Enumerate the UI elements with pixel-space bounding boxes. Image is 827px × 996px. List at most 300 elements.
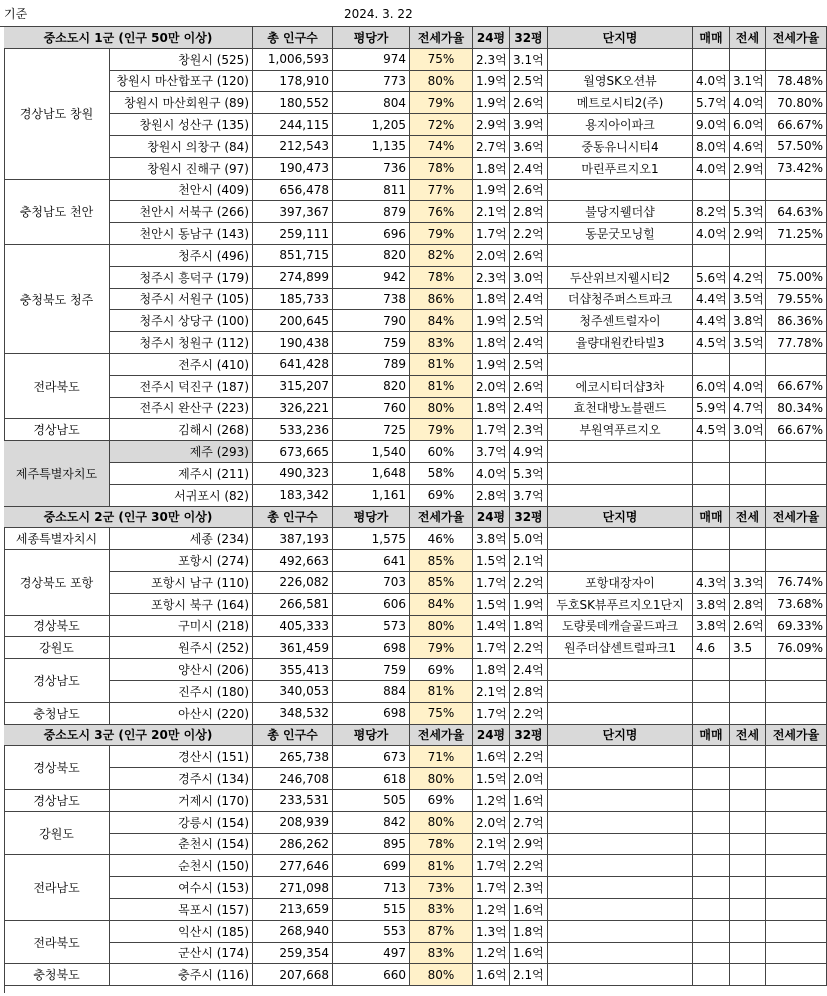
- column-header: 매매: [693, 725, 730, 747]
- price-32py-cell: 1.8억: [510, 921, 548, 943]
- price-32py-cell: 1.6억: [510, 943, 548, 965]
- price-24py-cell: 1.2억: [473, 790, 510, 812]
- complex-jeonse-rate-cell: [766, 354, 827, 376]
- price-per-pyeong-cell: 618: [333, 768, 410, 790]
- complex-name-cell: [548, 49, 693, 71]
- complex-jeonse-rate-cell: 66.67%: [766, 376, 827, 398]
- population-cell: 259,111: [253, 223, 333, 245]
- price-per-pyeong-cell: 1,205: [333, 114, 410, 136]
- population-cell: 315,207: [253, 376, 333, 398]
- price-24py-cell: 1.7억: [473, 703, 510, 725]
- complex-jeonse-rate-cell: 64.63%: [766, 201, 827, 223]
- complex-jeonse-rate-cell: [766, 768, 827, 790]
- price-32py-cell: 3.9억: [510, 114, 548, 136]
- price-per-pyeong-cell: 698: [333, 637, 410, 659]
- price-24py-cell: 2.3억: [473, 49, 510, 71]
- price-24py-cell: 1.4억: [473, 616, 510, 638]
- jeonse-rate-cell: 69%: [410, 659, 473, 681]
- jeonse-rate-cell: 85%: [410, 572, 473, 594]
- city-cell: 경산시 (151): [110, 746, 253, 768]
- city-cell: 창원시 마산회원구 (89): [110, 92, 253, 114]
- sale-price-cell: [693, 354, 730, 376]
- region-cell: 전라북도: [4, 921, 110, 965]
- complex-jeonse-rate-cell: [766, 790, 827, 812]
- sale-price-cell: [693, 245, 730, 267]
- price-per-pyeong-cell: 573: [333, 616, 410, 638]
- price-32py-cell: 2.4억: [510, 332, 548, 354]
- population-cell: 226,082: [253, 572, 333, 594]
- price-32py-cell: 2.2억: [510, 746, 548, 768]
- column-header: 전세가율: [766, 507, 827, 529]
- price-24py-cell: 1.3억: [473, 921, 510, 943]
- price-32py-cell: 2.3억: [510, 419, 548, 441]
- complex-name-cell: [548, 681, 693, 703]
- jeonse-price-cell: 5.3억: [730, 201, 766, 223]
- sale-price-cell: 8.2억: [693, 201, 730, 223]
- sale-price-cell: 5.7억: [693, 92, 730, 114]
- complex-name-cell: 도량롯데캐슬골드파크: [548, 616, 693, 638]
- jeonse-price-cell: 4.0억: [730, 376, 766, 398]
- complex-jeonse-rate-cell: 69.33%: [766, 616, 827, 638]
- price-per-pyeong-cell: 699: [333, 855, 410, 877]
- price-per-pyeong-cell: 703: [333, 572, 410, 594]
- jeonse-price-cell: 3.8억: [730, 310, 766, 332]
- population-cell: 212,543: [253, 136, 333, 158]
- price-24py-cell: 2.8억: [473, 485, 510, 507]
- jeonse-price-cell: [730, 790, 766, 812]
- complex-jeonse-rate-cell: [766, 681, 827, 703]
- complex-name-cell: [548, 877, 693, 899]
- price-32py-cell: 2.2억: [510, 637, 548, 659]
- complex-name-cell: [548, 768, 693, 790]
- complex-jeonse-rate-cell: [766, 180, 827, 202]
- price-per-pyeong-cell: 1,575: [333, 528, 410, 550]
- price-24py-cell: 1.5억: [473, 594, 510, 616]
- jeonse-price-cell: [730, 964, 766, 986]
- sale-price-cell: [693, 812, 730, 834]
- price-32py-cell: 1.6억: [510, 899, 548, 921]
- population-cell: 185,733: [253, 289, 333, 311]
- jeonse-rate-cell: 69%: [410, 485, 473, 507]
- complex-name-cell: 동문굿모닝힐: [548, 223, 693, 245]
- jeonse-price-cell: 4.6억: [730, 136, 766, 158]
- price-32py-cell: 3.1억: [510, 49, 548, 71]
- column-header: 전세: [730, 507, 766, 529]
- column-header: 24평: [473, 507, 510, 529]
- jeonse-rate-cell: 71%: [410, 746, 473, 768]
- population-cell: 274,899: [253, 267, 333, 289]
- price-32py-cell: 2.4억: [510, 158, 548, 180]
- price-24py-cell: 1.9억: [473, 180, 510, 202]
- complex-jeonse-rate-cell: [766, 703, 827, 725]
- price-24py-cell: 1.9억: [473, 310, 510, 332]
- jeonse-price-cell: [730, 768, 766, 790]
- complex-jeonse-rate-cell: [766, 550, 827, 572]
- jeonse-rate-cell: 76%: [410, 201, 473, 223]
- region-cell: 제주특별자치도: [4, 441, 110, 506]
- complex-name-cell: [548, 245, 693, 267]
- complex-jeonse-rate-cell: 80.34%: [766, 398, 827, 420]
- complex-jeonse-rate-cell: [766, 943, 827, 965]
- price-per-pyeong-cell: 820: [333, 245, 410, 267]
- price-24py-cell: 2.0억: [473, 812, 510, 834]
- price-32py-cell: 2.4억: [510, 289, 548, 311]
- city-cell: 창원시 마산합포구 (120): [110, 71, 253, 93]
- population-cell: 533,236: [253, 419, 333, 441]
- population-cell: 271,098: [253, 877, 333, 899]
- region-cell: 경상남도: [4, 659, 110, 703]
- complex-name-cell: 포항대장자이: [548, 572, 693, 594]
- complex-jeonse-rate-cell: 71.25%: [766, 223, 827, 245]
- column-header: 총 인구수: [253, 725, 333, 747]
- price-per-pyeong-cell: 820: [333, 376, 410, 398]
- population-cell: 656,478: [253, 180, 333, 202]
- price-32py-cell: 5.0억: [510, 528, 548, 550]
- city-cell: 창원시 의창구 (84): [110, 136, 253, 158]
- sale-price-cell: 8.0억: [693, 136, 730, 158]
- city-cell: 청주시 청원구 (112): [110, 332, 253, 354]
- complex-jeonse-rate-cell: 66.67%: [766, 114, 827, 136]
- city-cell: 목포시 (157): [110, 899, 253, 921]
- jeonse-price-cell: 6.0억: [730, 114, 766, 136]
- jeonse-rate-cell: 60%: [410, 441, 473, 463]
- sale-price-cell: 9.0억: [693, 114, 730, 136]
- sale-price-cell: 5.9억: [693, 398, 730, 420]
- price-per-pyeong-cell: 942: [333, 267, 410, 289]
- population-cell: 490,323: [253, 463, 333, 485]
- jeonse-rate-cell: 80%: [410, 812, 473, 834]
- price-24py-cell: 1.2억: [473, 943, 510, 965]
- price-32py-cell: 2.2억: [510, 855, 548, 877]
- complex-jeonse-rate-cell: 79.55%: [766, 289, 827, 311]
- price-32py-cell: 2.6억: [510, 245, 548, 267]
- region-cell: 세종특별자치시: [4, 528, 110, 550]
- city-cell: 김해시 (268): [110, 419, 253, 441]
- price-24py-cell: 2.0억: [473, 245, 510, 267]
- column-header: 단지명: [548, 27, 693, 49]
- jeonse-rate-cell: 84%: [410, 310, 473, 332]
- city-cell: 포항시 남구 (110): [110, 572, 253, 594]
- jeonse-rate-cell: 81%: [410, 681, 473, 703]
- jeonse-price-cell: 3.5: [730, 637, 766, 659]
- jeonse-rate-cell: 72%: [410, 114, 473, 136]
- city-cell: 원주시 (252): [110, 637, 253, 659]
- sale-price-cell: 3.8억: [693, 616, 730, 638]
- complex-name-cell: 더샵청주퍼스트파크: [548, 289, 693, 311]
- population-cell: 190,438: [253, 332, 333, 354]
- jeonse-rate-cell: 73%: [410, 877, 473, 899]
- column-header: 총 인구수: [253, 507, 333, 529]
- jeonse-price-cell: [730, 441, 766, 463]
- price-per-pyeong-cell: 497: [333, 943, 410, 965]
- price-32py-cell: 5.3억: [510, 463, 548, 485]
- city-cell: 제주시 (211): [110, 463, 253, 485]
- price-24py-cell: 1.8억: [473, 158, 510, 180]
- sale-price-cell: [693, 964, 730, 986]
- jeonse-price-cell: 3.0억: [730, 419, 766, 441]
- city-cell: 익산시 (185): [110, 921, 253, 943]
- region-cell: 충청북도 청주: [4, 245, 110, 354]
- jeonse-price-cell: [730, 528, 766, 550]
- complex-name-cell: [548, 463, 693, 485]
- city-cell: 창원시 성산구 (135): [110, 114, 253, 136]
- column-header: 평당가: [333, 27, 410, 49]
- complex-name-cell: 효천대방노블랜드: [548, 398, 693, 420]
- city-cell: 천안시 서북구 (266): [110, 201, 253, 223]
- price-per-pyeong-cell: 895: [333, 834, 410, 856]
- city-cell: 구미시 (218): [110, 616, 253, 638]
- complex-name-cell: 청주센트럴자이: [548, 310, 693, 332]
- complex-jeonse-rate-cell: [766, 855, 827, 877]
- price-32py-cell: 2.6억: [510, 376, 548, 398]
- city-cell: 아산시 (220): [110, 703, 253, 725]
- complex-name-cell: [548, 943, 693, 965]
- sale-price-cell: [693, 659, 730, 681]
- jeonse-rate-cell: 81%: [410, 354, 473, 376]
- jeonse-rate-cell: 82%: [410, 245, 473, 267]
- price-24py-cell: 2.1억: [473, 201, 510, 223]
- complex-jeonse-rate-cell: [766, 834, 827, 856]
- price-24py-cell: 1.2억: [473, 899, 510, 921]
- complex-name-cell: 두호SK뷰푸르지오1단지: [548, 594, 693, 616]
- complex-name-cell: [548, 855, 693, 877]
- price-32py-cell: 1.6억: [510, 790, 548, 812]
- population-cell: 405,333: [253, 616, 333, 638]
- population-cell: 387,193: [253, 528, 333, 550]
- jeonse-price-cell: [730, 834, 766, 856]
- city-cell: 전주시 덕진구 (187): [110, 376, 253, 398]
- sale-price-cell: [693, 943, 730, 965]
- price-per-pyeong-cell: 879: [333, 201, 410, 223]
- jeonse-price-cell: [730, 180, 766, 202]
- jeonse-price-cell: 4.2억: [730, 267, 766, 289]
- complex-name-cell: 부원역푸르지오: [548, 419, 693, 441]
- jeonse-rate-cell: 81%: [410, 855, 473, 877]
- column-header: 단지명: [548, 507, 693, 529]
- jeonse-rate-cell: 85%: [410, 550, 473, 572]
- region-cell: 충청남도 천안: [4, 180, 110, 245]
- jeonse-rate-cell: 58%: [410, 463, 473, 485]
- column-header: 평당가: [333, 507, 410, 529]
- city-cell: 서귀포시 (82): [110, 485, 253, 507]
- city-cell: 청주시 흥덕구 (179): [110, 267, 253, 289]
- jeonse-rate-cell: 78%: [410, 267, 473, 289]
- price-32py-cell: 2.4억: [510, 659, 548, 681]
- price-per-pyeong-cell: 974: [333, 49, 410, 71]
- complex-name-cell: [548, 964, 693, 986]
- sale-price-cell: [693, 463, 730, 485]
- complex-jeonse-rate-cell: 70.80%: [766, 92, 827, 114]
- price-32py-cell: 2.8억: [510, 201, 548, 223]
- price-per-pyeong-cell: 790: [333, 310, 410, 332]
- sale-price-cell: 4.5억: [693, 419, 730, 441]
- population-cell: 207,668: [253, 964, 333, 986]
- price-32py-cell: 2.6억: [510, 92, 548, 114]
- sale-price-cell: [693, 485, 730, 507]
- price-24py-cell: 3.7억: [473, 441, 510, 463]
- city-cell: 경주시 (134): [110, 768, 253, 790]
- sale-price-cell: [693, 790, 730, 812]
- sale-price-cell: 4.4억: [693, 310, 730, 332]
- complex-name-cell: 에코시티더샵3차: [548, 376, 693, 398]
- population-cell: 326,221: [253, 398, 333, 420]
- sale-price-cell: [693, 49, 730, 71]
- sale-price-cell: [693, 681, 730, 703]
- population-cell: 265,738: [253, 746, 333, 768]
- jeonse-price-cell: [730, 877, 766, 899]
- complex-name-cell: [548, 834, 693, 856]
- price-24py-cell: 4.0억: [473, 463, 510, 485]
- price-24py-cell: 2.1억: [473, 834, 510, 856]
- complex-jeonse-rate-cell: 76.09%: [766, 637, 827, 659]
- complex-jeonse-rate-cell: 78.48%: [766, 71, 827, 93]
- jeonse-rate-cell: 80%: [410, 964, 473, 986]
- jeonse-price-cell: [730, 485, 766, 507]
- price-32py-cell: 2.6억: [510, 180, 548, 202]
- price-per-pyeong-cell: 804: [333, 92, 410, 114]
- complex-jeonse-rate-cell: [766, 812, 827, 834]
- price-per-pyeong-cell: 884: [333, 681, 410, 703]
- population-cell: 286,262: [253, 834, 333, 856]
- population-cell: 1,006,593: [253, 49, 333, 71]
- sale-price-cell: 4.3억: [693, 572, 730, 594]
- column-header: 전세가율: [410, 27, 473, 49]
- city-cell: 포항시 (274): [110, 550, 253, 572]
- complex-jeonse-rate-cell: [766, 463, 827, 485]
- population-cell: 851,715: [253, 245, 333, 267]
- jeonse-price-cell: 3.5억: [730, 332, 766, 354]
- region-cell: 강원도: [4, 812, 110, 856]
- price-24py-cell: 1.7억: [473, 855, 510, 877]
- price-24py-cell: 1.9억: [473, 354, 510, 376]
- sale-price-cell: [693, 180, 730, 202]
- jeonse-price-cell: [730, 812, 766, 834]
- city-cell: 천안시 동남구 (143): [110, 223, 253, 245]
- price-per-pyeong-cell: 736: [333, 158, 410, 180]
- city-cell: 청주시 (496): [110, 245, 253, 267]
- price-32py-cell: 2.5억: [510, 310, 548, 332]
- price-24py-cell: 1.7억: [473, 877, 510, 899]
- city-cell: 거제시 (170): [110, 790, 253, 812]
- price-32py-cell: 2.9억: [510, 834, 548, 856]
- jeonse-rate-cell: 78%: [410, 158, 473, 180]
- sale-price-cell: [693, 877, 730, 899]
- city-cell: 청주시 상당구 (100): [110, 310, 253, 332]
- jeonse-price-cell: [730, 703, 766, 725]
- price-32py-cell: 3.7억: [510, 485, 548, 507]
- column-header: 전세: [730, 725, 766, 747]
- jeonse-rate-cell: 79%: [410, 637, 473, 659]
- complex-jeonse-rate-cell: 66.67%: [766, 419, 827, 441]
- price-per-pyeong-cell: 789: [333, 354, 410, 376]
- complex-name-cell: [548, 550, 693, 572]
- jeonse-price-cell: 3.1억: [730, 71, 766, 93]
- price-32py-cell: 2.4억: [510, 398, 548, 420]
- section-title: 중소도시 2군 (인구 30만 이상): [4, 507, 253, 529]
- jeonse-rate-cell: 75%: [410, 703, 473, 725]
- price-per-pyeong-cell: 811: [333, 180, 410, 202]
- sale-price-cell: [693, 921, 730, 943]
- column-header: 32평: [510, 27, 548, 49]
- jeonse-price-cell: [730, 899, 766, 921]
- price-per-pyeong-cell: 759: [333, 659, 410, 681]
- jeonse-price-cell: 3.3억: [730, 572, 766, 594]
- jeonse-price-cell: [730, 49, 766, 71]
- population-cell: 355,413: [253, 659, 333, 681]
- price-per-pyeong-cell: 606: [333, 594, 410, 616]
- complex-name-cell: [548, 703, 693, 725]
- base-date: 2024. 3. 22: [344, 6, 413, 21]
- column-header: 전세: [730, 27, 766, 49]
- population-cell: 492,663: [253, 550, 333, 572]
- sale-price-cell: 4.4억: [693, 289, 730, 311]
- complex-jeonse-rate-cell: 77.78%: [766, 332, 827, 354]
- column-header: 총 인구수: [253, 27, 333, 49]
- complex-jeonse-rate-cell: [766, 921, 827, 943]
- jeonse-price-cell: [730, 550, 766, 572]
- complex-jeonse-rate-cell: [766, 899, 827, 921]
- price-per-pyeong-cell: 738: [333, 289, 410, 311]
- price-per-pyeong-cell: 641: [333, 550, 410, 572]
- region-cell: 경상남도: [4, 790, 110, 812]
- complex-jeonse-rate-cell: [766, 49, 827, 71]
- column-header: 전세가율: [766, 725, 827, 747]
- price-32py-cell: 2.5억: [510, 71, 548, 93]
- city-cell: 양산시 (206): [110, 659, 253, 681]
- population-cell: 178,910: [253, 71, 333, 93]
- price-per-pyeong-cell: 1,648: [333, 463, 410, 485]
- complex-name-cell: [548, 485, 693, 507]
- population-cell: 397,367: [253, 201, 333, 223]
- city-cell: 포항시 북구 (164): [110, 594, 253, 616]
- region-cell: 경상북도: [4, 746, 110, 790]
- region-cell: 경상남도 창원: [4, 49, 110, 180]
- jeonse-rate-cell: 84%: [410, 594, 473, 616]
- population-cell: 246,708: [253, 768, 333, 790]
- column-header: 매매: [693, 507, 730, 529]
- jeonse-price-cell: 2.8억: [730, 594, 766, 616]
- jeonse-rate-cell: 77%: [410, 180, 473, 202]
- complex-jeonse-rate-cell: 57.50%: [766, 136, 827, 158]
- complex-name-cell: 중동유니시티4: [548, 136, 693, 158]
- price-24py-cell: 1.8억: [473, 398, 510, 420]
- jeonse-rate-cell: 80%: [410, 616, 473, 638]
- city-cell: 충주시 (116): [110, 964, 253, 986]
- sale-price-cell: 4.0억: [693, 71, 730, 93]
- price-per-pyeong-cell: 713: [333, 877, 410, 899]
- sale-price-cell: 3.8억: [693, 594, 730, 616]
- complex-name-cell: 메트로시티2(주): [548, 92, 693, 114]
- column-header: 전세가율: [410, 507, 473, 529]
- price-per-pyeong-cell: 1,135: [333, 136, 410, 158]
- section-title: 중소도시 3군 (인구 20만 이상): [4, 725, 253, 747]
- sale-price-cell: [693, 528, 730, 550]
- sale-price-cell: [693, 855, 730, 877]
- complex-name-cell: [548, 790, 693, 812]
- price-24py-cell: 2.0억: [473, 376, 510, 398]
- price-per-pyeong-cell: 1,540: [333, 441, 410, 463]
- column-header: 24평: [473, 27, 510, 49]
- price-per-pyeong-cell: 759: [333, 332, 410, 354]
- price-32py-cell: 2.5억: [510, 354, 548, 376]
- price-32py-cell: 2.0억: [510, 768, 548, 790]
- jeonse-price-cell: [730, 681, 766, 703]
- price-per-pyeong-cell: 673: [333, 746, 410, 768]
- jeonse-price-cell: [730, 463, 766, 485]
- jeonse-rate-cell: 78%: [410, 834, 473, 856]
- price-32py-cell: 2.2억: [510, 572, 548, 594]
- population-cell: 233,531: [253, 790, 333, 812]
